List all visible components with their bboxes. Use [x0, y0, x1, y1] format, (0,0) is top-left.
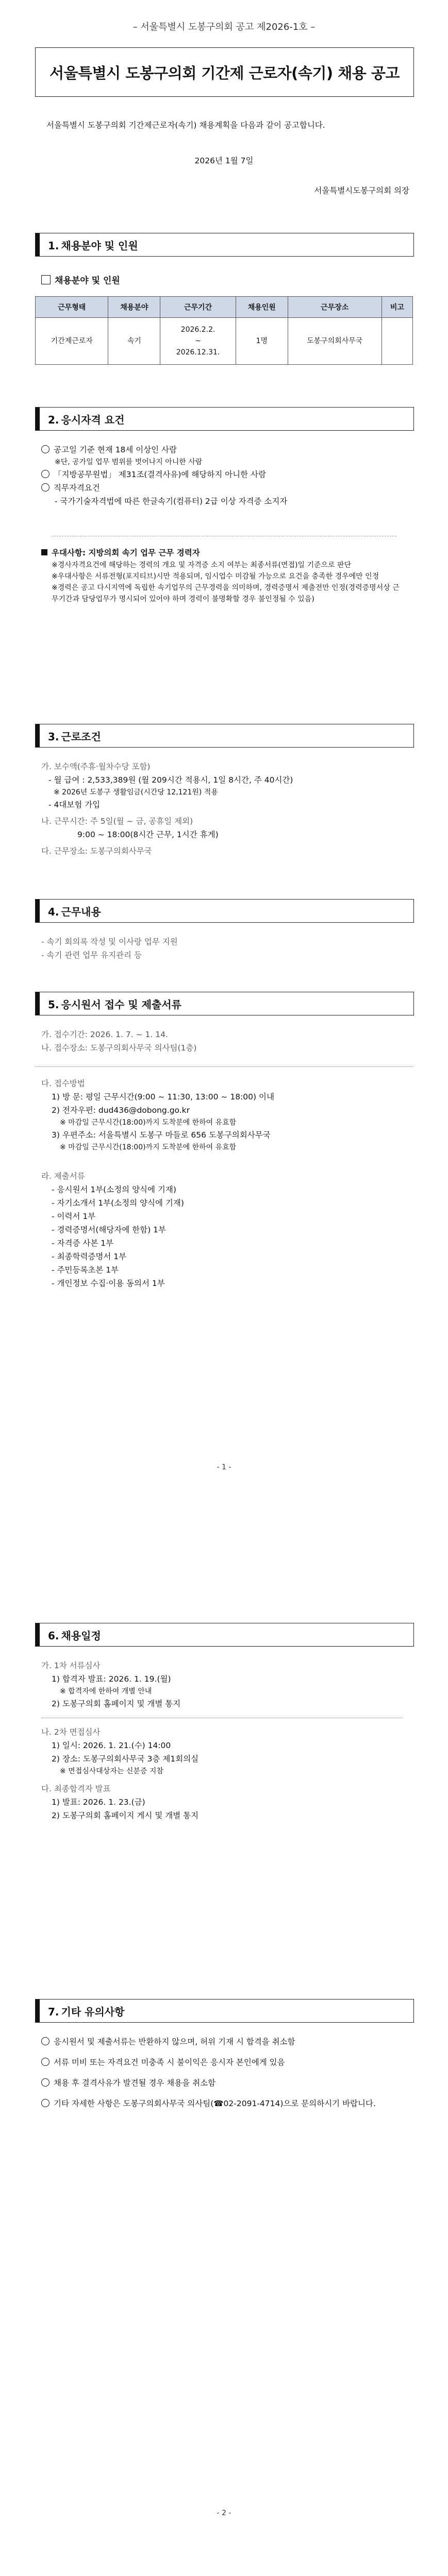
subheading: 채용분야 및 인원	[41, 273, 120, 286]
place: 다. 근무장소: 도봉구의회사무국	[41, 846, 152, 856]
stage2-date: 1) 일시: 2026. 1. 21.(수) 14:00	[52, 1741, 171, 1750]
s2-body	[41, 443, 402, 508]
final-title: 다. 최종합격자 발표	[41, 1784, 111, 1793]
td-period: 2026.2.2. ~ 2026.12.31.	[160, 318, 236, 365]
stage1-note: ※ 합격자에 한하여 개별 안내	[60, 1687, 152, 1696]
section-2-header: 2. 응시자격 요건	[35, 407, 414, 431]
hours-title: 나. 근무시간: 주 5일(월 ~ 금, 공휴일 제외)	[41, 817, 193, 826]
pay-title: 가. 보수액(주휴·월차수당 포함)	[41, 762, 151, 771]
pref-note-1: ※경사자격요건에 해당하는 경력의 개요 및 자격증 소지 여부는 최종서류(면접)일 기준으로 판단	[52, 561, 352, 569]
th-place: 근무장소	[288, 297, 381, 318]
final-notice: 2) 도봉구의회 홈페이지 게시 및 개별 통지	[52, 1811, 199, 1820]
final-date: 1) 발표: 2026. 1. 23.(금)	[52, 1798, 145, 1807]
section-number: 1.	[48, 239, 59, 252]
stage2-title: 나. 2차 면접심사	[41, 1727, 101, 1737]
page-number: - 1 -	[217, 1463, 231, 1471]
method-email-note: ※ 마감일 근무시간(18:00)까지 도착분에 한하여 유효함	[60, 1118, 237, 1127]
method-post-note: ※ 마감일 근무시간(18:00)까지 도착분에 한하여 유효함	[60, 1143, 237, 1151]
signer: 서울특별시도봉구의회 의장	[314, 186, 409, 195]
apply-place: 나. 접수장소: 도봉구의회사무국 의사팀(1층)	[41, 1043, 197, 1053]
intro-text: 서울특별시 도봉구의회 기간제근로자(속기) 채용계획을 다음과 같이 공고합니다.	[46, 121, 325, 130]
req-note: ※단, 공가일 업무 범위를 벗어나지 아니한 사람	[55, 458, 203, 466]
section-3-header: 3. 근로조건	[35, 724, 414, 748]
pay-amount: - 월 급여 : 2,533,389원 (월 209시간 적용시, 1일 8시간, 주 40시간)	[48, 775, 293, 785]
section-6-header: 6. 채용일정	[35, 1623, 414, 1647]
section-4-header: 4. 근무내용	[35, 899, 414, 923]
th-field: 채용분야	[108, 297, 160, 318]
note-3: 채용 후 결격사유가 발견될 경우 채용을 취소함	[54, 2078, 216, 2088]
pref-title: 우대사항: 지방의회 속기 업무 근무 경력자	[52, 548, 200, 557]
section-5-header: 5. 응시원서 접수 및 제출서류	[35, 992, 414, 1015]
note-2: 서류 미비 또는 자격요건 미충족 시 불이익은 응시자 본인에게 있음	[54, 2058, 285, 2067]
duty-1: - 속기 회의록 작성 및 이사랑 업무 지원	[41, 937, 178, 946]
doc-5: - 자격증 사본 1부	[52, 1239, 114, 1248]
duty-2: - 속기 관련 업무 유지관리 등	[41, 951, 142, 960]
section-1-header	[35, 233, 414, 257]
req-cert: - 국가기술자격법에 따른 한글속기(컴퓨터) 2급 이상 자격증 소지자	[55, 497, 288, 506]
td-note	[381, 318, 412, 365]
stage1-date: 1) 합격자 발표: 2026. 1. 19.(월)	[52, 1674, 171, 1684]
doc-4: - 경력증명서(해당자에 한함) 1부	[52, 1225, 167, 1234]
doc-6: - 최종학력증명서 1부	[52, 1252, 127, 1261]
req-age: 공고일 기준 현재 18세 이상인 사람	[54, 445, 177, 454]
td-field: 속기	[108, 318, 160, 365]
insurance: - 4대보험 가입	[48, 800, 101, 809]
doc-3: - 이력서 1부	[52, 1212, 96, 1221]
th-type: 근무형태	[36, 297, 108, 318]
s5-period	[41, 1028, 402, 1055]
doc-8: - 개인정보 수집·이용 동의서 1부	[52, 1279, 165, 1288]
apply-period: 가. 접수기간: 2026. 1. 7. ~ 1. 14.	[41, 1030, 168, 1039]
doc-2: - 자기소개서 1부(소정의 양식에 기재)	[52, 1198, 184, 1208]
pref-note-3: ※경력은 공고 다시지역에 독립한 속기업무의 근무경력을 의미하며, 경력증명서 제출전만 인정(경력증명서상 근무기간과 담당업무가 명시되어 있어야 하며 경력이 불명확할 경우 불인정될 수 있음)	[52, 584, 400, 603]
doc-1: - 응시원서 1부(소정의 양식에 기재)	[52, 1185, 176, 1194]
doc-7: - 주민등록초본 1부	[52, 1265, 119, 1275]
td-count: 1명	[236, 318, 288, 365]
note-4: 기타 자세한 사항은 도봉구의회사무국 의사팀(☎02-2091-4714)으로 문의하시기 바랍니다.	[54, 2099, 376, 2108]
page-number: - 2 -	[217, 2509, 231, 2517]
s5-docs	[41, 1170, 402, 1290]
stage1-title: 가. 1차 서류심사	[41, 1661, 101, 1670]
s6-body	[41, 1659, 402, 1822]
method-email: 2) 전자우편: dud436@dobong.go.kr	[52, 1106, 190, 1115]
th-period: 근무기간	[160, 297, 236, 318]
pay-note: ※ 2026년 도봉구 생활임금(시간당 12,121원) 적용	[54, 788, 218, 796]
s2-notes	[41, 546, 402, 605]
announcement-number: – 서울특별시 도봉구의회 공고 제2026-1호 –	[132, 22, 316, 32]
stage1-notice: 2) 도봉구의회 홈페이지 및 개별 통지	[52, 1699, 181, 1708]
note-1: 응시원서 및 제출서류는 반환하지 않으며, 허위 기재 시 합격을 취소함	[54, 2037, 295, 2046]
docs-title: 라. 제출서류	[41, 1172, 85, 1181]
td-place: 도봉구의회사무국	[288, 318, 381, 365]
section-title: 채용분야 및 인원	[61, 239, 138, 252]
stage2-place: 2) 장소: 도봉구의회사무국 3층 제1회의실	[52, 1754, 199, 1764]
stage2-note: ※ 면접심사대상자는 신분증 지참	[60, 1767, 163, 1775]
req-law: 「지방공무원법」 제31조(결격사유)에 해당하지 아니한 사람	[54, 470, 266, 479]
pref-note-2: ※우대사항은 서류전형(포지티브)시만 적용되며, 임시업수 미감될 가능으로 요건을 충족한 경우에만 인정	[52, 572, 379, 581]
hours: 9:00 ~ 18:00(8시간 근무, 1시간 휴게)	[77, 830, 219, 839]
s3-body	[41, 760, 402, 858]
method-title: 다. 접수방법	[41, 1079, 85, 1088]
title-box	[35, 47, 414, 97]
announcement-date: 2026년 1월 7일	[194, 156, 254, 165]
method-visit: 1) 방 문: 평일 근무시간(9:00 ~ 11:30, 13:00 ~ 18:00) 이내	[52, 1092, 274, 1101]
section-7-header: 7. 기타 유의사항	[35, 1999, 414, 2023]
page-title: 서울특별시 도봉구의회 기간제 근로자(속기) 채용 공고	[49, 64, 400, 82]
td-type: 기간제근로자	[36, 318, 108, 365]
recruit-table	[35, 296, 413, 365]
th-note: 비고	[381, 297, 412, 318]
s5-method	[41, 1077, 402, 1153]
th-count: 채용인원	[236, 297, 288, 318]
s4-body	[41, 935, 402, 962]
req-qual: 직무자격요건	[54, 483, 100, 493]
divider	[35, 1066, 413, 1067]
s7-body	[41, 2035, 402, 2110]
method-post: 3) 우편주소: 서울특별시 도봉구 마들로 656 도봉구의회사무국	[52, 1130, 271, 1140]
checkbox-icon	[41, 275, 51, 284]
